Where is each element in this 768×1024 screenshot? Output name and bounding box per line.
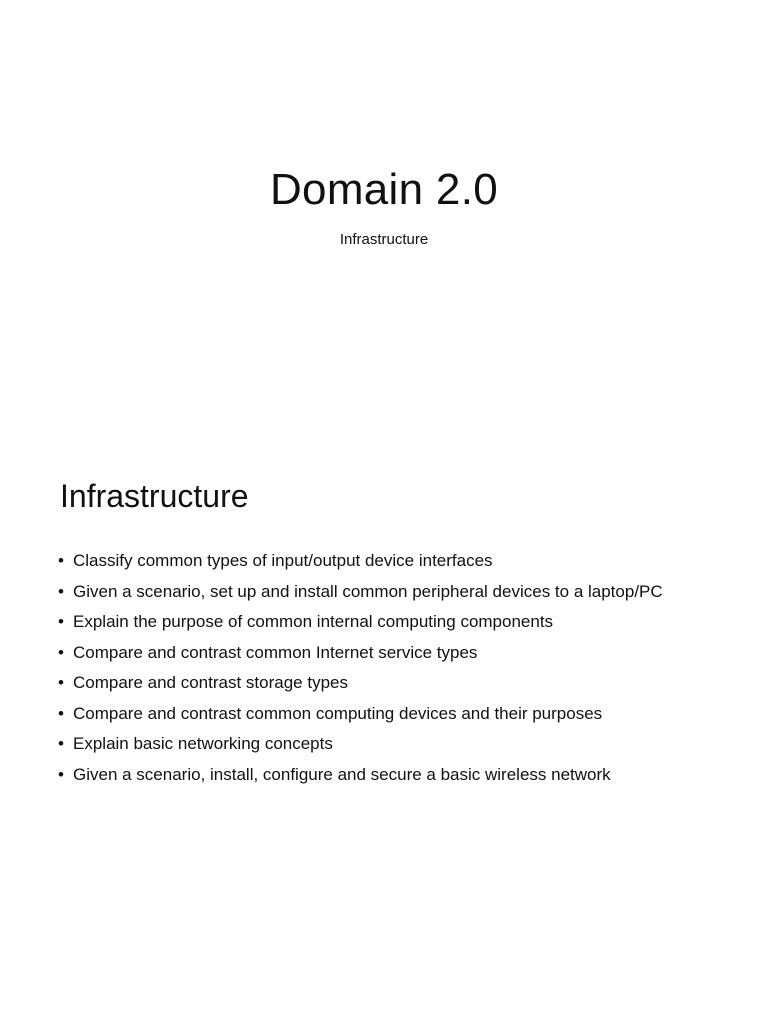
bullet-item: • Given a scenario, install, configure and secure a basic wireless network <box>58 764 708 785</box>
bullet-list <box>58 550 708 794</box>
title-slide <box>0 0 768 420</box>
bullet-item: • Explain basic networking concepts <box>58 733 708 754</box>
bullet-item: • Compare and contrast storage types <box>58 672 708 693</box>
bullet-item: • Compare and contrast common computing devices and their purposes <box>58 703 708 724</box>
slide-subtitle: Infrastructure <box>339 231 429 248</box>
content-slide <box>0 440 768 1000</box>
bullet-item: • Compare and contrast common Internet service types <box>58 642 708 663</box>
bullet-item: • Explain the purpose of common internal computing components <box>58 611 708 632</box>
bullet-item: • Given a scenario, set up and install common peripheral devices to a laptop/PC <box>58 581 708 602</box>
bullet-item: • Classify common types of input/output device interfaces <box>58 550 708 571</box>
content-heading: Infrastructure <box>60 478 249 514</box>
slide-title: Domain 2.0 <box>269 165 498 214</box>
